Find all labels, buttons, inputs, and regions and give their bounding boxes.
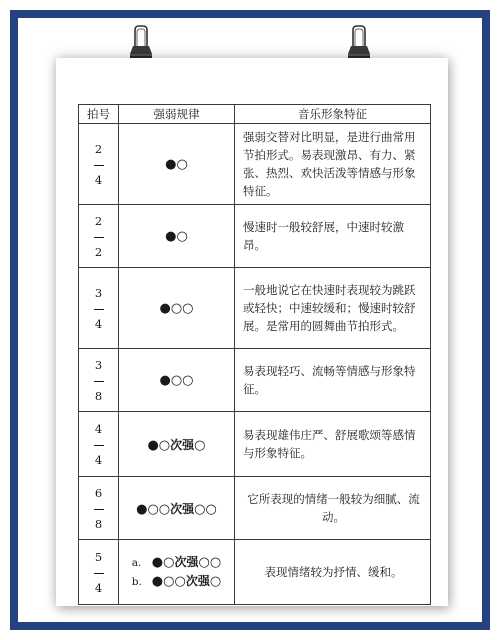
header-meter: 拍号 xyxy=(79,105,119,124)
character-description: 慢速时一般较舒展，中速时较激昂。 xyxy=(235,205,431,268)
pattern-symbols: ○ xyxy=(209,574,222,589)
meter-top: 3 xyxy=(94,358,103,372)
time-signature xyxy=(79,205,119,268)
pattern-symbols: ●○ xyxy=(151,555,175,570)
character-description: 一般地说它在快速时表现较为跳跃或轻快；中速较缓和；慢速时较舒展。是常用的圆舞曲节拍形式。 xyxy=(235,268,431,349)
character-description: 表现情绪较为抒情、缓和。 xyxy=(235,540,431,605)
time-signature xyxy=(79,268,119,349)
pattern-symbols: ●○○ xyxy=(151,574,186,589)
pattern-symbols: ●○ xyxy=(147,437,171,453)
pattern-symbols: ●○○ xyxy=(136,501,171,517)
variant-tag: a. xyxy=(131,556,142,569)
beat-pattern: ●○○ xyxy=(119,268,235,349)
meter-bottom: 4 xyxy=(94,580,103,595)
pattern-symbols: ○○ xyxy=(194,501,217,517)
meter-top: 6 xyxy=(94,486,103,500)
character-description: 它所表现的情绪一般较为细腻、流动。 xyxy=(235,477,431,540)
time-signature xyxy=(79,540,119,605)
table-row xyxy=(79,412,431,477)
beat-pattern: ●○○ xyxy=(119,349,235,412)
fraction-bar xyxy=(94,509,104,510)
secondary-accent-label: 次强 xyxy=(170,437,195,452)
table-row xyxy=(79,349,431,412)
table-row xyxy=(79,540,431,605)
pattern-variant-b xyxy=(119,572,234,591)
meter-top: 3 xyxy=(94,286,103,300)
time-signature xyxy=(79,349,119,412)
table-header-row xyxy=(79,105,431,124)
pattern-symbols: ○ xyxy=(194,437,206,453)
meter-bottom: 4 xyxy=(94,316,103,331)
time-signature xyxy=(79,124,119,205)
pattern-symbols: ○○ xyxy=(198,555,222,570)
variant-tag: b. xyxy=(131,575,142,588)
meter-top: 5 xyxy=(94,550,103,564)
beat-pattern xyxy=(119,540,235,605)
character-description: 易表现轻巧、流畅等情感与形象特征。 xyxy=(235,349,431,412)
fraction-bar xyxy=(94,309,104,310)
character-description: 强弱交替对比明显，是进行曲常用节拍形式。易表现激昂、有力、紧张、热烈、欢快活泼等情感与形象特征。 xyxy=(235,124,431,205)
meter-top: 2 xyxy=(94,214,103,228)
secondary-accent-label: 次强 xyxy=(185,574,210,588)
fraction-bar xyxy=(94,445,104,446)
header-character: 音乐形象特征 xyxy=(235,105,431,124)
table-row xyxy=(79,268,431,349)
meter-top: 4 xyxy=(94,422,103,436)
header-pattern: 强弱规律 xyxy=(119,105,235,124)
paper-sheet xyxy=(56,58,448,606)
beat-pattern: ●○ xyxy=(119,205,235,268)
time-signature xyxy=(79,412,119,477)
character-description: 易表现雄伟庄严、舒展歌颂等感情与形象特征。 xyxy=(235,412,431,477)
secondary-accent-label: 次强 xyxy=(170,501,195,516)
beat-pattern xyxy=(119,477,235,540)
fraction-bar xyxy=(94,573,104,574)
beat-pattern: ●○ xyxy=(119,124,235,205)
secondary-accent-label: 次强 xyxy=(174,555,199,569)
table-row xyxy=(79,477,431,540)
fraction-bar xyxy=(94,165,104,166)
table-row xyxy=(79,205,431,268)
meter-bottom: 8 xyxy=(94,516,103,531)
pattern-variant-a xyxy=(119,553,234,572)
meter-bottom: 4 xyxy=(94,452,103,467)
meter-bottom: 4 xyxy=(94,172,103,187)
beat-pattern xyxy=(119,412,235,477)
meter-top: 2 xyxy=(94,142,103,156)
meter-table xyxy=(78,104,431,605)
meter-bottom: 2 xyxy=(94,244,103,259)
fraction-bar xyxy=(94,237,104,238)
fraction-bar xyxy=(94,381,104,382)
meter-bottom: 8 xyxy=(94,388,103,403)
table-row xyxy=(79,124,431,205)
time-signature xyxy=(79,477,119,540)
